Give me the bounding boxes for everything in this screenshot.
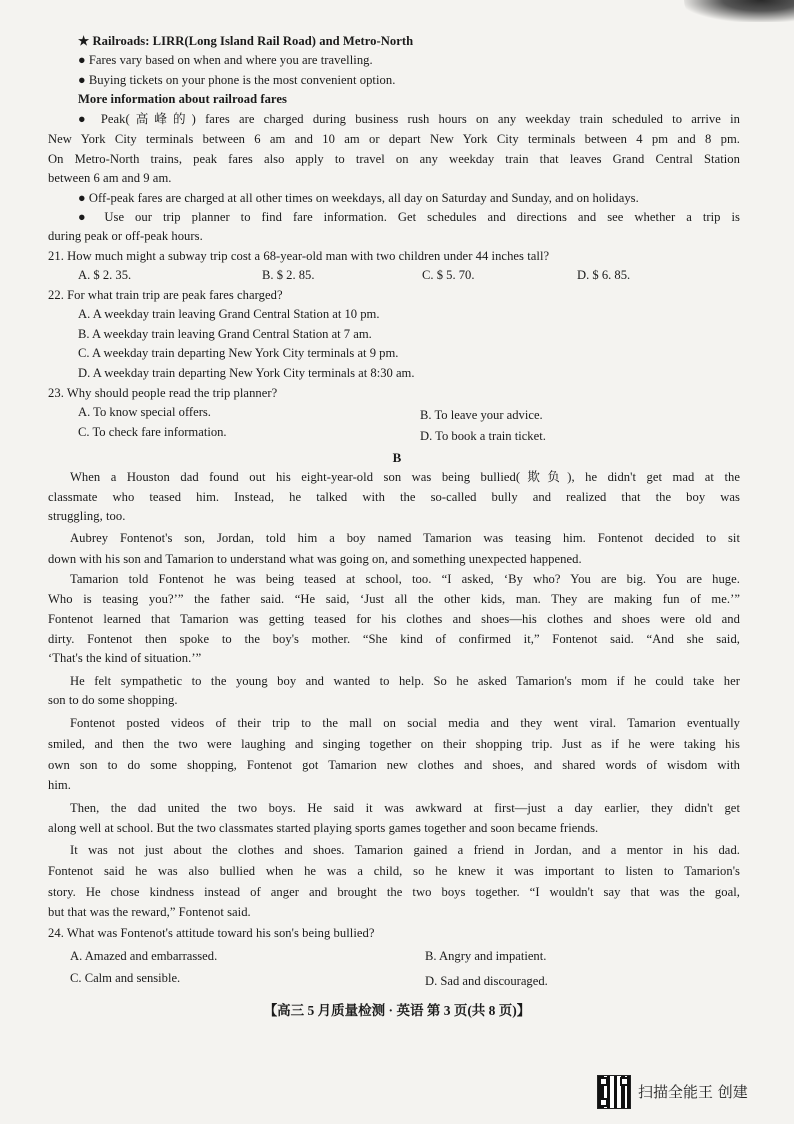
qr-code-icon (597, 1075, 631, 1109)
peak-line-1: ● Peak(高峰的) fares are charged during business rush hours on any weekday train scheduled to arrive in (78, 112, 740, 126)
passage-line-5: down with his son and Tamarion to understand what was going on, and something unexpected happened. (48, 552, 582, 566)
q22-option-d: D. A weekday train departing New York City terminals at 8:30 am. (78, 366, 415, 380)
peak-line-4: between 6 am and 9 am. (48, 171, 172, 185)
q22-option-b: B. A weekday train leaving Grand Central Station at 7 am. (78, 327, 372, 341)
peak-line-2: New York City terminals between 6 am and 10 am or depart New York City terminals between 4 pm and 8 pm. (48, 132, 740, 146)
more-info-heading: More information about railroad fares (78, 92, 287, 106)
passage-line-6: Tamarion told Fontenot he was being teased at school, too. “I asked, ‘By who? You are big. You are huge. (70, 572, 740, 586)
passage-line-22: but that was the reward,” Fontenot said. (48, 905, 251, 919)
railroads-bullet-2: ● Buying tickets on your phone is the most convenient option. (78, 73, 396, 87)
section-b-heading: B (392, 450, 402, 465)
q21-option-c: C. $ 5. 70. (422, 268, 475, 282)
passage-line-18: along well at school. But the two classmates started playing sports games together and soon became friends. (48, 821, 599, 835)
scanner-watermark: 扫描全能王 创建 (638, 1083, 748, 1101)
passage-line-9: dirty. Fontenot then spoke to the boy's mother. “She kind of confirmed it,” Fontenot said. “And she said, (48, 632, 740, 646)
passage-line-4: Aubrey Fontenot's son, Jordan, told him a boy named Tamarion was teasing him. Fontenot decided to sit (70, 531, 740, 545)
q22-option-a: A. A weekday train leaving Grand Central Station at 10 pm. (78, 307, 380, 321)
q21-option-b: B. $ 2. 85. (262, 268, 315, 282)
q24-option-c: C. Calm and sensible. (70, 971, 181, 985)
q24-option-a: A. Amazed and embarrassed. (70, 949, 218, 963)
q23-option-a: A. To know special offers. (78, 405, 211, 419)
passage-line-19: It was not just about the clothes and shoes. Tamarion gained a friend in Jordan, and a mentor in his dad. (70, 843, 740, 857)
peak-line-3: On Metro-North trains, peak fares also apply to travel on any weekday train that leaves Grand Central Station (48, 152, 740, 166)
q23-stem: 23. Why should people read the trip planner? (48, 386, 278, 400)
passage-line-2: classmate who teased him. Instead, he talked with the so-called bully and realized that the boy was (48, 490, 740, 504)
q23-option-c: C. To check fare information. (78, 425, 227, 439)
passage-line-1: When a Houston dad found out his eight-year-old son was being bullied(欺负), he didn't get mad at the (70, 470, 740, 484)
passage-line-3: struggling, too. (48, 509, 126, 523)
railroads-heading: ★ Railroads: LIRR(Long Island Rail Road) and Metro-North (78, 34, 414, 48)
passage-line-7: Who is teasing you?’” the father said. “He said, ‘Just all the other kids, man. They are making fun of me.’” (48, 592, 740, 606)
passage-line-20: Fontenot said he was also bullied when he was a child, so he knew it was important to listen to Tamarion's (48, 864, 740, 878)
q23-option-b: B. To leave your advice. (420, 408, 543, 422)
planner-line-1: ● Use our trip planner to find fare information. Get schedules and directions and see whether a trip is (78, 210, 740, 224)
passage-line-12: son to do some shopping. (48, 693, 178, 707)
passage-line-17: Then, the dad united the two boys. He said it was awkward at first—just a day earlier, they didn't get (70, 801, 740, 815)
q21-option-a: A. $ 2. 35. (78, 268, 132, 282)
passage-line-8: Fontenot learned that Tamarion was getting teased for his clothes and shoes—his clothes and shoes were old and (48, 612, 740, 626)
passage-line-21: story. He chose kindness instead of anger and brought the two boys together. “I wouldn't say that was the goal, (48, 885, 740, 899)
passage-line-10: ‘That's the kind of situation.’” (48, 651, 202, 665)
q23-option-d: D. To book a train ticket. (420, 429, 546, 443)
passage-line-13: Fontenot posted videos of their trip to the mall on social media and they went viral. Tamarion eventually (70, 716, 740, 730)
offpeak-line: ● Off-peak fares are charged at all other times on weekdays, all day on Saturday and Sunday, and on holidays. (78, 191, 639, 205)
planner-line-2: during peak or off-peak hours. (48, 229, 203, 243)
q21-option-d: D. $ 6. 85. (577, 268, 631, 282)
q24-stem: 24. What was Fontenot's attitude toward his son's being bullied? (48, 926, 375, 940)
railroads-bullet-1: ● Fares vary based on when and where you are travelling. (78, 53, 373, 67)
q22-stem: 22. For what train trip are peak fares charged? (48, 288, 283, 302)
q24-option-b: B. Angry and impatient. (425, 949, 547, 963)
passage-line-14: smiled, and then the two were laughing and singing together on their shopping trip. Just as if he were taking his (48, 737, 740, 751)
q22-option-c: C. A weekday train departing New York City terminals at 9 pm. (78, 346, 399, 360)
scan-shadow (684, 0, 794, 22)
q24-option-d: D. Sad and discouraged. (425, 974, 548, 988)
passage-line-16: him. (48, 778, 71, 792)
passage-line-11: He felt sympathetic to the young boy and wanted to help. So he asked Tamarion's mom if he could take her (70, 674, 740, 688)
page-footer: 【高三 5 月质量检测 · 英语 第 3 页(共 8 页)】 (263, 1003, 531, 1018)
passage-line-15: own son to do some shopping, Fontenot got Tamarion new clothes and shoes, and shared words of wisdom with (48, 758, 740, 772)
q21-stem: 21. How much might a subway trip cost a 68-year-old man with two children under 44 inches tall? (48, 249, 550, 263)
